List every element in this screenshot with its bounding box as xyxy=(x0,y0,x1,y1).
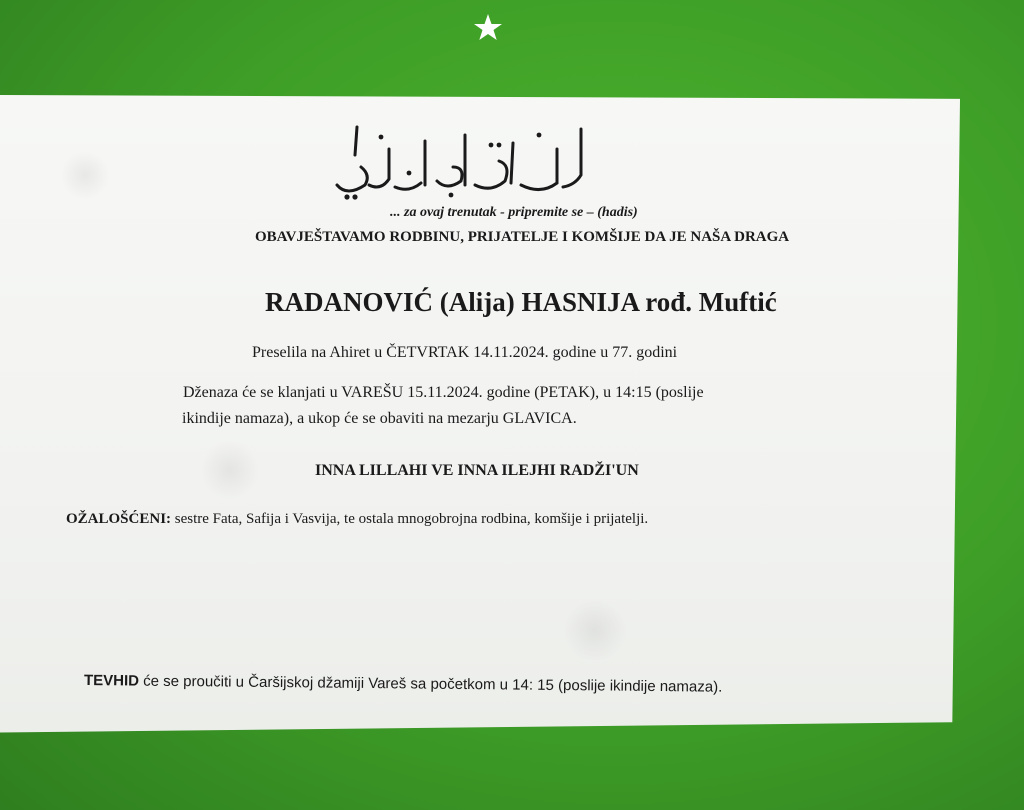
crescent-star-icon xyxy=(410,0,520,82)
tevhid-label: TEVHID xyxy=(83,672,140,690)
paper-crease xyxy=(60,150,110,200)
mourners-label: OŽALOŠĆENI: xyxy=(66,511,172,527)
paper-crease xyxy=(560,600,630,660)
dua-line: INNA LILLAHI VE INNA ILEJHI RADŽI'UN xyxy=(315,462,639,479)
funeral-line-2: ikindije namaza), a ukop će se obaviti na mezarju GLAVICA. xyxy=(182,410,577,427)
paper-crease xyxy=(200,440,260,500)
tevhid-text: će se proučiti u Čaršijskoj džamiji Vareš sa početkom u 14: 15 (poslije ikindije namaza). xyxy=(138,672,723,696)
deceased-name: RADANOVIĆ (Alija) HASNIJA rođ. Muftić xyxy=(265,287,777,317)
arabic-calligraphy xyxy=(325,115,595,205)
intro-line: OBAVJEŠTAVAMO RODBINU, PRIJATELJE I KOMŠIJE DA JE NAŠA DRAGA xyxy=(255,229,790,245)
death-date-line: Preselila na Ahiret u ČETVRTAK 14.11.2024. godine u 77. godini xyxy=(252,344,678,361)
mourners-text: sestre Fata, Safija i Vasvija, te ostala mnogobrojna rodbina, komšije i prijatelji. xyxy=(171,511,649,527)
funeral-line-1: Dženaza će se klanjati u VAREŠU 15.11.2024. godine (PETAK), u 14:15 (poslije xyxy=(183,384,704,401)
mourners-line xyxy=(66,511,648,528)
hadis-line: ... za ovaj trenutak - pripremite se – (hadis) xyxy=(390,205,638,220)
